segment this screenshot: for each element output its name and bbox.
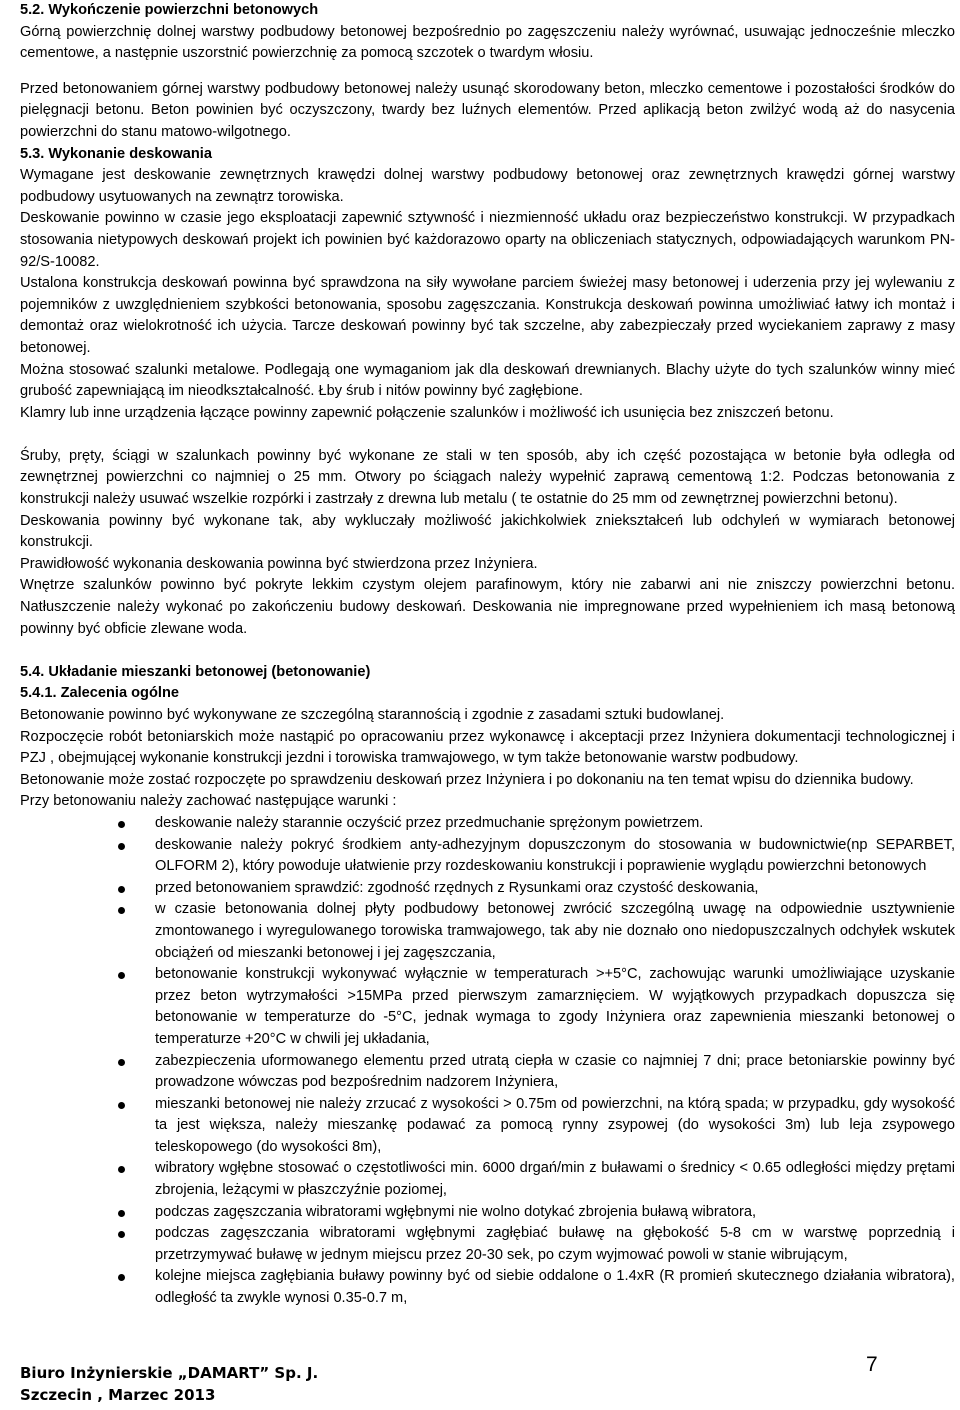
page-number: 7 — [866, 1353, 878, 1376]
section-heading-5-4: 5.4. Układanie mieszanki betonowej (betonowanie) — [20, 663, 371, 680]
paragraph: Przed betonowaniem górnej warstwy podbudowy betonowej należy usunąć skorodowany beton, mleczko cementowe i pozostałości środków do pielęgnacji betonu. Beton powinien być oczyszczony, twardy bez luźnych elementów. Przed aplikacją beton zwilżyć wodą aż do nasycenia powierzchni do stanu matowo-wilgotnego. — [20, 80, 955, 140]
bullet-icon — [118, 1274, 125, 1281]
bullet-icon — [118, 1059, 125, 1066]
bullet-icon — [118, 843, 125, 850]
document-body — [20, 0, 955, 1310]
section-heading-5-2: 5.2. Wykończenie powierzchni betonowych — [20, 2, 319, 18]
footer — [20, 1362, 318, 1406]
paragraph: Betonowanie powinno być wykonywane ze szczególną starannością i zgodnie z zasadami sztuki budowlanej. — [20, 707, 725, 723]
paragraph: Ustalona konstrukcja deskowań powinna być sprawdzona na siły wywołane parciem świeżej masy betonowej i uderzenia przy jej wylewaniu z pojemników z uwzględnieniem szybkości betonowania, sposobu zagęszczania. Konstrukcja deskowań powinna umożliwiać łatwy ich montaż i demontaż oraz wielokrotność ich użycia. Tarcze deskowań powinny być tak szczelne, aby zabezpieczały przed wyciekaniem zaprawy z masy betonowej. — [20, 275, 955, 356]
bullet-icon — [118, 1210, 125, 1217]
bullet-icon — [118, 1102, 125, 1109]
paragraph: Śruby, pręty, ściągi w szalunkach powinny być wykonane ze stali w ten sposób, aby ich część pozostająca w betonie była odległa od zewnętrznej powierzchni co najmniej o 25 mm. Otwory po ściągach należy wypełnić zaprawą cementową 1:2. Podczas betonowania z konstrukcji należy usuwać wszelkie rozpórki i zastrzały z drewna lub metalu ( te ostatnie do 25 mm od zewnętrznej powierzchni betonu). — [20, 447, 955, 508]
bullet-icon — [118, 1166, 125, 1173]
bullet-icon — [118, 907, 125, 914]
paragraph: Prawidłowość wykonania deskowania powinna być stwierdzona przez Inżyniera. — [20, 555, 538, 572]
section-number: 5.3. — [20, 145, 45, 162]
paragraph: Wnętrze szalunków powinno być pokryte lekkim czystym olejem parafinowym, który nie zabarwi ani nie zniszczy powierzchni betonu. Natłuszczenie należy wykonać po zakończeniu budowy deskowań. Deskowania nie impregnowane przed wypełnieniem ich masą betonową powinny być obficie zlewane woda. — [20, 577, 955, 637]
paragraph: Klamry lub inne urządzenia łączące powinny zapewnić połączenie szalunków i możliwość ich usunięcia bez zniszczeń betonu. — [20, 404, 834, 421]
bullet-icon — [118, 886, 125, 893]
list-item: mieszanki betonowej nie należy zrzucać z wysokości > 0.75m od powierzchni, na którą spada; w przypadku, gdy wysokość ta jest większa, należy mieszankę podawać za pomocą rynny zsypowej (do wysokości 3m) lub leja zsypowego teleskopowego (do wysokości 8m), — [20, 1094, 955, 1159]
paragraph: Betonowanie może zostać rozpoczęte po sprawdzeniu deskowań przez Inżyniera i po dokonaniu na ten temat wpisu do dziennika budowy. — [20, 771, 914, 788]
bullet-icon — [118, 972, 125, 979]
footer-location-date: Szczecin , Marzec 2013 — [20, 1386, 216, 1404]
section-title: Wykonanie deskowania — [44, 145, 212, 162]
list-item: przed betonowaniem sprawdzić: zgodność rzędnych z Rysunkami oraz czystość deskowania, — [20, 878, 955, 900]
paragraph: Przy betonowaniu należy zachować następujące warunki : — [20, 793, 397, 810]
conditions-list — [20, 813, 955, 1310]
paragraph: Można stosować szalunki metalowe. Podlegają one wymaganiom jak dla deskowań drewnianych. Blachy użyte do tych szalunków winny mieć grubość zapewniającą im nieodkształcalność. Łby śrub i nitów powinny być zagłębione. — [20, 361, 955, 400]
subsection-heading-5-4-1: 5.4.1. Zalecenia ogólne — [20, 685, 179, 702]
paragraph: Wymagane jest deskowanie zewnętrznych krawędzi dolnej warstwy podbudowy betonowej oraz zewnętrznych krawędzi górnej warstwy podbudowy usytuowanych na zewnątrz torowiska. — [20, 167, 955, 205]
list-item: deskowanie należy pokryć środkiem anty-adhezyjnym dopuszczonym do stosowania w budownictwie(np SEPARBET, OLFORM 2), który powoduje ułatwienie przy rozdeskowaniu konstrukcji i poprawienie wyglądu powierzchni betonowych — [20, 835, 955, 878]
list-item: deskowanie należy starannie oczyścić przez przedmuchanie sprężonym powietrzem. — [20, 813, 955, 835]
bullet-icon — [118, 821, 125, 828]
list-item: kolejne miejsca zagłębiania buławy powinny być od siebie oddalone o 1.4xR (R promień skutecznego działania wibratora), odległość ta zwykle wynosi 0.35-0.7 m, — [20, 1266, 955, 1309]
section-heading-5-3 — [20, 144, 955, 166]
footer-company: Biuro Inżynierskie „DAMART” Sp. J. — [20, 1364, 319, 1382]
paragraph: Deskowania powinny być wykonane tak, aby wykluczały możliwość jakichkolwiek zniekształceń lub odchyleń w wymiarach betonowej konstrukcji. — [20, 512, 955, 551]
list-item: podczas zagęszczania wibratorami wgłębnymi zagłębiać buławę na głębokość 5-8 cm w warstwę poprzednią i przetrzymywać buławę w jednym miejscu przez 20-30 sek, po czym wyjmować powoli w stanie wibrującym, — [20, 1223, 955, 1266]
paragraph: Rozpoczęcie robót betoniarskich może nastąpić po opracowaniu przez wykonawcę i akceptacji przez Inżyniera dokumentacji technologicznej i PZJ , obejmującej wykonanie konstrukcji jezdni i torowiska tramwajowego, w tym także betonowanie warstw podbudowy. — [20, 728, 955, 767]
list-item: podczas zagęszczania wibratorami wgłębnymi nie wolno dotykać zbrojenia buławą wibratora, — [20, 1202, 955, 1224]
list-item: zabezpieczenia uformowanego elementu przed utratą ciepła w czasie co najmniej 7 dni; prace betoniarskie powinny być prowadzone wówczas pod bezpośrednim nadzorem Inżyniera, — [20, 1051, 955, 1094]
list-item: betonowanie konstrukcji wykonywać wyłącznie w temperaturach >+5°C, zachowując warunki umożliwiające uzyskanie przez beton wytrzymałości >15MPa przed pierwszym zamarznięciem. W wyjątkowych przypadkach dopuszcza się betonowanie w temperaturze do -5°C, jednak wymaga to zgody Inżyniera oraz zapewnienia mieszanki betonowej o temperaturze +20°C w chwili jej układania, — [20, 964, 955, 1050]
paragraph: Górną powierzchnię dolnej warstwy podbudowy betonowej bezpośrednio po zagęszczeniu należy wyrównać, usuwając jednocześnie mleczko cementowe, a następnie uszorstnić powierzchnię za pomocą szczotek o twardym włosiu. — [20, 23, 955, 62]
paragraph: Deskowanie powinno w czasie jego eksploatacji zapewnić sztywność i niezmienność układu oraz bezpieczeństwo konstrukcji. W przypadkach stosowania nietypowych deskowań projekt ich powinien być każdorazowo oparty na obliczeniach statycznych, odpowiadających warunkom PN-92/S-10082. — [20, 210, 955, 270]
list-item: w czasie betonowania dolnej płyty podbudowy betonowej zwrócić szczególną uwagę na odpowiednie usztywnienie zmontowanego i wyregulowanego torowiska tramwajowego, tak aby nie doznało ono niedopuszczalnych odchyłek wskutek obciążeń od mieszanki betonowej i jej zagęszczania, — [20, 899, 955, 964]
bullet-icon — [118, 1231, 125, 1238]
list-item: wibratory wgłębne stosować o częstotliwości min. 6000 drgań/min z buławami o średnicy < 0.65 odległości między prętami zbrojenia, leżącymi w płaszczyźnie poziomej, — [20, 1158, 955, 1201]
